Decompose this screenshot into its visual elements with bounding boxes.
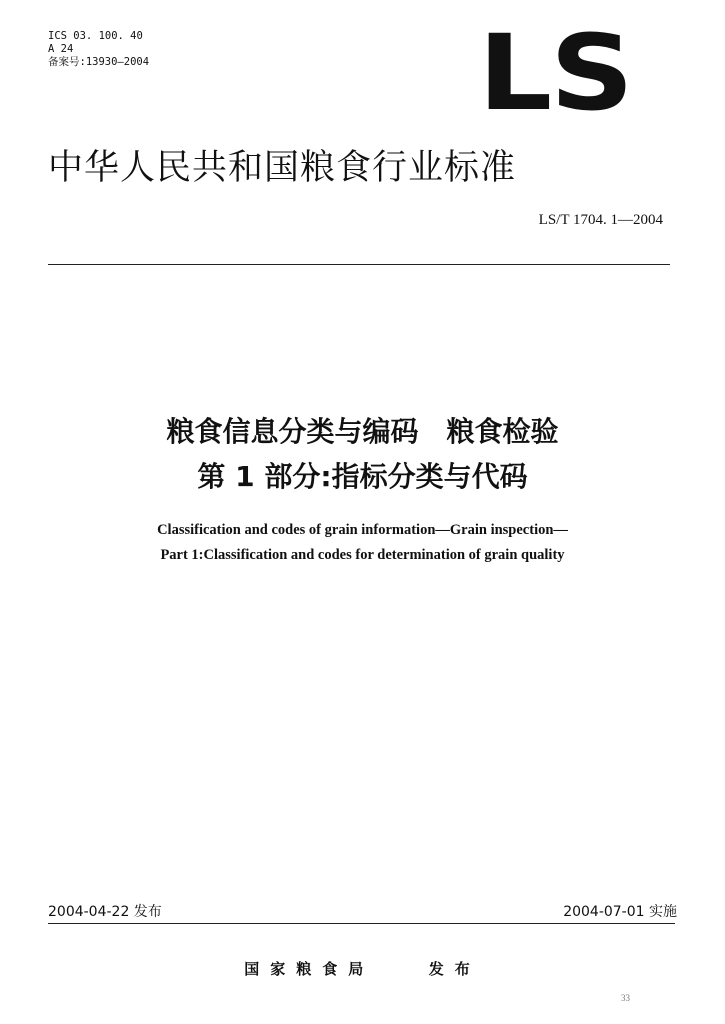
issuer-line [0,958,725,979]
ccs-code: A 24 [48,43,74,55]
page-number: 33 [621,993,630,1003]
title-zh-line2: 第 1 部分:指标分类与代码 [197,460,528,493]
footer-divider [48,923,675,924]
issuer-name: 国家粮食局 [244,960,375,978]
title-en-line1: Classification and codes of grain information—Grain inspection— [157,522,568,538]
industry-standard-title: 中华人民共和国粮食行业标准 [48,148,517,188]
title-en-line2: Part 1:Classification and codes for determination of grain quality [160,547,565,563]
implementation-date: 2004-07-01 实施 [563,904,677,920]
issuer-action: 发布 [428,960,481,978]
classification-block [48,30,149,69]
header-divider [48,264,670,265]
issue-date: 2004-04-22 发布 [48,904,162,920]
ls-logo: LS [478,12,632,134]
record-number: 备案号:13930—2004 [48,56,150,68]
standard-code: LS/T 1704. 1—2004 [538,212,663,228]
title-zh-line1: 粮食信息分类与编码 粮食检验 [166,415,559,448]
ics-code: ICS 03. 100. 40 [48,30,143,42]
